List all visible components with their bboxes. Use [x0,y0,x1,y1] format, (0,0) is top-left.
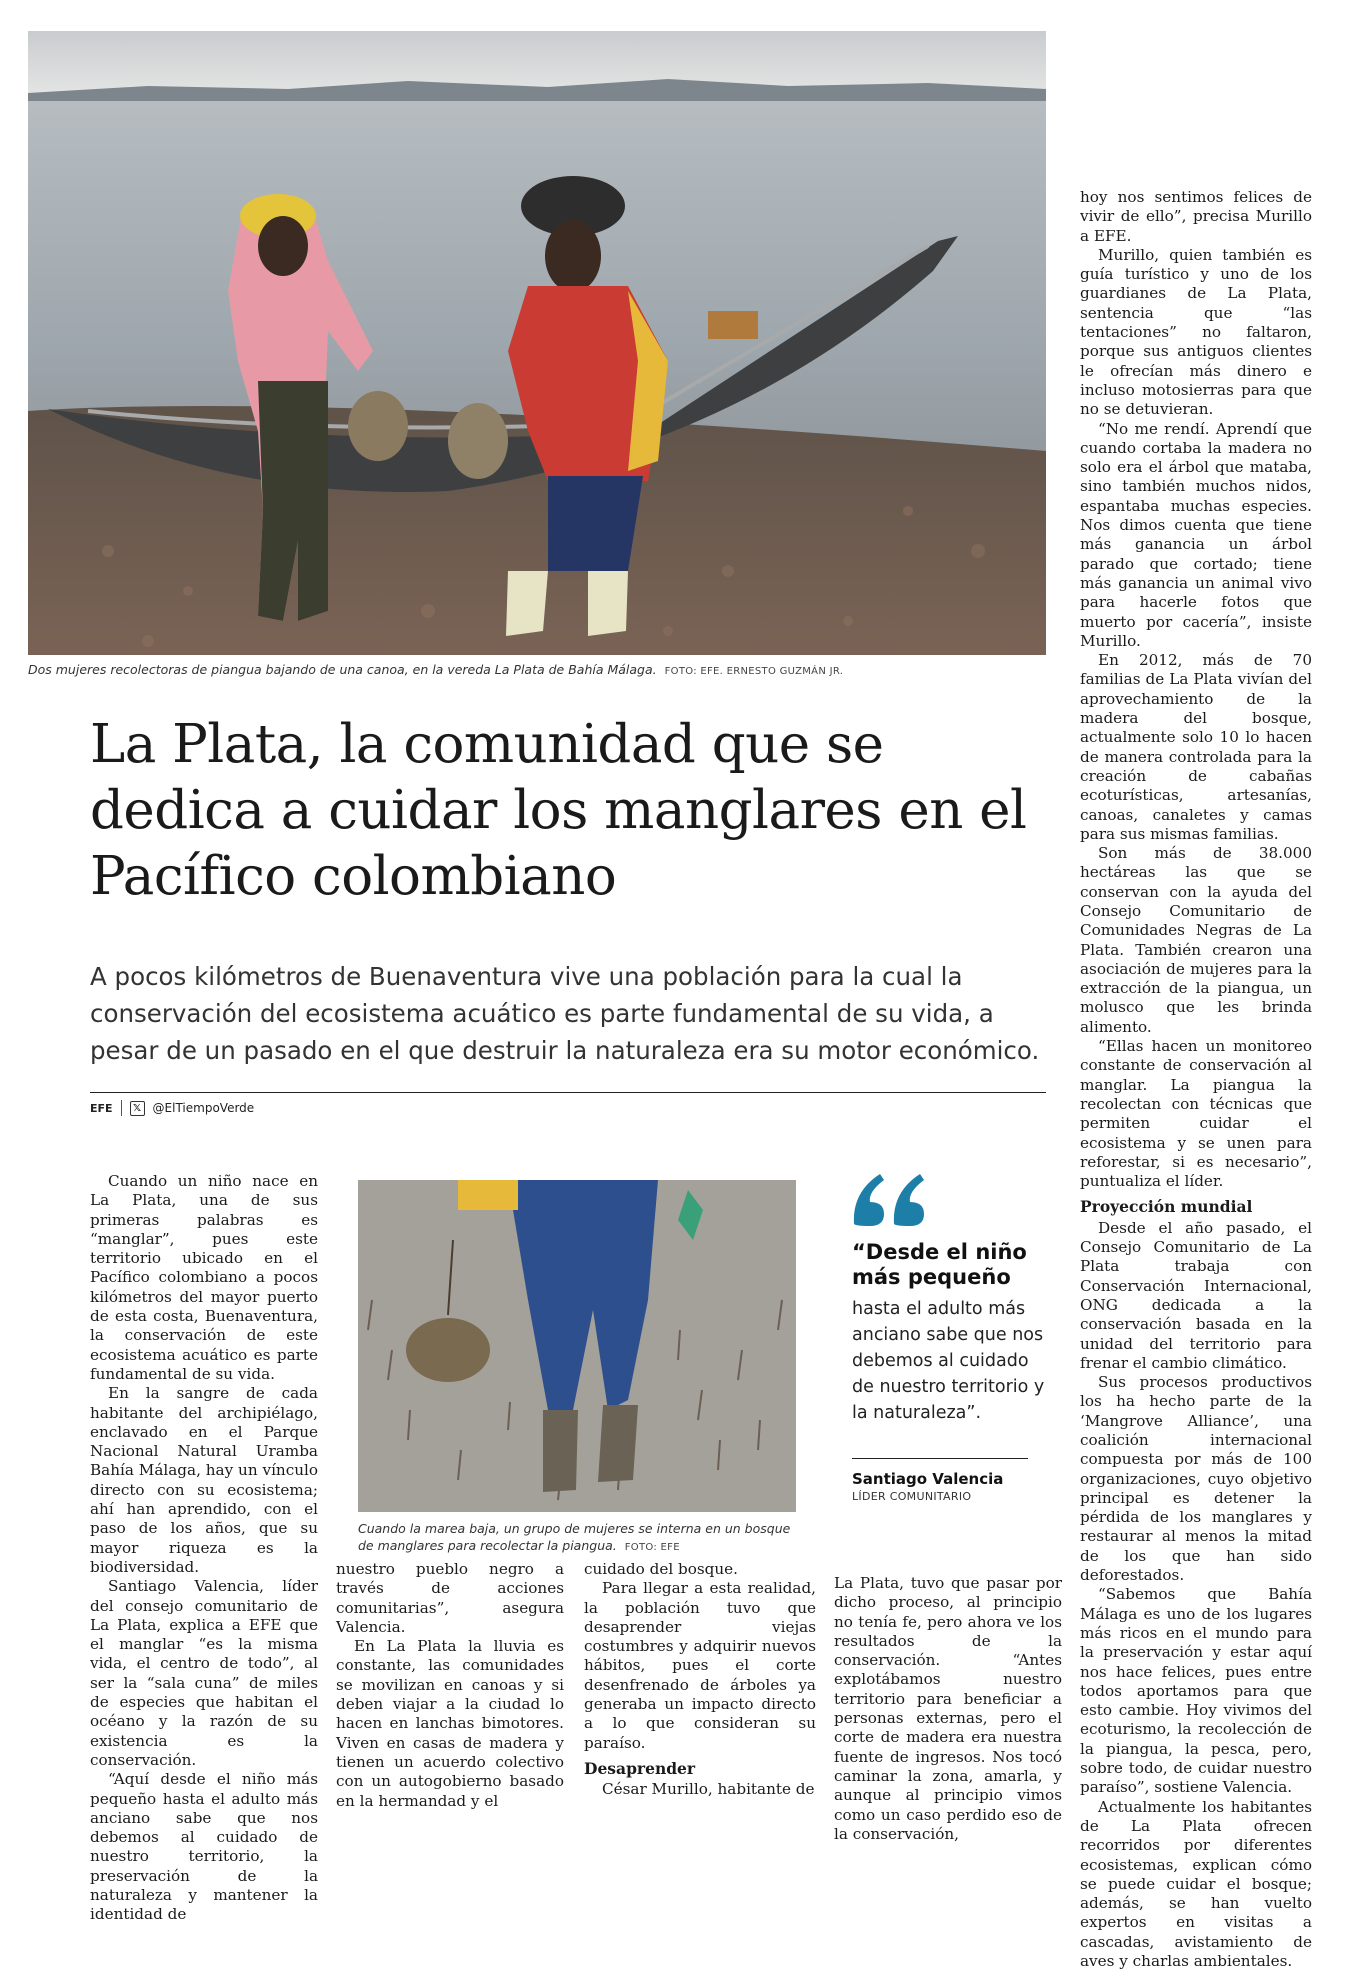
hero-photo [28,31,1046,655]
article-column-3 [584,1560,816,1800]
paragraph: En la sangre de cada habitante del archipiélago, enclavado en el Parque Nacional Natural Uramba Bahía Málaga, hay un vínculo directo con su ecosistema; ahí han aprendido, con el paso de los años, que su mayor riqueza es la biodiversidad. [90,1384,318,1576]
pull-quote-text: hasta el adulto más anciano sabe que nos debemos al cuidado de nuestro territorio y la naturaleza”. [852,1299,1045,1423]
hero-photo-credit: FOTO: EFE. ERNESTO GUZMÁN JR. [664,666,844,677]
x-logo-icon: 𝕏 [130,1101,145,1116]
paragraph: César Murillo, habitante de [602,1780,815,1799]
inset-photo-credit: FOTO: EFE [624,1542,680,1553]
pull-quote-lead: “Desde el niño más pequeño [852,1240,1027,1289]
byline [90,1100,254,1116]
paragraph: Desde el año pasado, el Consejo Comunitario de La Plata trabaja con Conservación Internacional, ONG dedicada a la conservación basada en la unidad del territorio para frenar el cambio climático. [1080,1218,1312,1372]
paragraph: “No me rendí. Aprendí que cuando cortaba la madera no solo era el árbol que mataba, sino también muchos nidos, espantaba muchas especies. Nos dimos cuenta que tiene más ganancia un árbol parado que cortado; tiene más ganancia un animal vivo para hacerle fotos que muerto por cacería”, insiste Murillo. [1080,419,1312,650]
section-heading-desaprender: Desaprender [584,1758,696,1778]
quote-mark-icon [850,1168,930,1228]
byline-separator [121,1100,122,1116]
byline-agency: EFE [90,1101,113,1115]
paragraph: “Sabemos que Bahía Málaga es uno de los lugares más ricos en el mundo para la preservación y estar aquí nos hace felices, pues entre todos aportamos para que esto cambie. Hoy vivimos del ecoturismo, la recolección de la piangua, la pesca, pero, sobre todo, de cuidar nuestro paraíso”, sostiene Valencia. [1080,1585,1312,1797]
paragraph: La Plata, tuvo que pasar por dicho proceso, al principio no tenía fe, pero ahora ve los resultados de la conservación. “Antes explotábamos nuestro territorio para beneficiar a personas externas, pero el corte de madera era nuestra fuente de ingresos. Nos tocó caminar la zona, amarla, y aunque al principio vimos como un caso perdido eso de la conservación, [834,1574,1062,1843]
paragraph: cuidado del bosque. [584,1560,738,1578]
article-headline: La Plata, la comunidad que se dedica a cuidar los manglares en el Pacífico colombiano [90,714,1027,907]
paragraph: Actualmente los habitantes de La Plata ofrecen recorridos por diferentes ecosistemas, explican cómo se puede cuidar el bosque; además, se han vuelto expertos en visitas a cascadas, avistamiento de aves y charlas ambientales. [1080,1797,1312,1971]
paragraph: hoy nos sentimos felices de vivir de ello”, precisa Murillo a EFE. [1080,188,1312,245]
inset-photo [358,1180,796,1512]
paragraph: Son más de 38.000 hectáreas las que se conservan con la ayuda del Consejo Comunitario de Comunidades Negras de La Plata. También crearon una asociación de mujeres para la extracción de la piangua, un molusco que les brinda alimento. [1080,844,1312,1036]
paragraph: “Ellas hacen un monitoreo constante de conservación al manglar. La piangua la recolectan con técnicas que permiten cuidar el ecosistema y se unen para reforestar, si es necesario”, puntualiza el líder. [1080,1037,1312,1191]
byline-rule [90,1092,1046,1093]
paragraph: nuestro pueblo negro a través de acciones comunitarias”, asegura Valencia. [336,1560,564,1636]
pull-quote-attribution-role: LÍDER COMUNITARIO [852,1490,972,1503]
pull-quote-attribution-name: Santiago Valencia [852,1470,1004,1488]
hero-caption [28,662,1046,677]
hero-caption-text: Dos mujeres recolectoras de piangua bajando de una canoa, en la vereda La Plata de Bahía Málaga. [28,662,657,677]
paragraph: Santiago Valencia, líder del consejo comunitario de La Plata, explica a EFE que el manglar “es la misma vida, el centro de todo”, al ser la “sala cuna” de miles de especies que habitan el océano y la razón de su existencia es la conservación. [90,1577,318,1769]
article-column-5 [1080,188,1312,1971]
inset-caption-text: Cuando la marea baja, un grupo de mujeres se interna en un bosque de manglares para recolectar la piangua. [358,1521,791,1553]
paragraph: En 2012, más de 70 familias de La Plata vivían del aprovechamiento de la madera del bosque, actualmente solo 10 lo hacen de manera controlada para la creación de cabañas ecoturísticas, artesanías, canoas, canaletes y camas para sus mismas familias. [1080,651,1312,843]
article-deck: A pocos kilómetros de Buenaventura vive una población para la cual la conservación del ecosistema acuático es parte fundamental de su vida, a pesar de un pasado en el que destruir la naturaleza era su motor económico. [90,962,1040,1065]
paragraph: En La Plata la lluvia es constante, las comunidades se movilizan en canoas y si deben viajar a la ciudad lo hacen en lanchas bimotores. Viven en casas de madera y tienen un acuerdo colectivo con un autogobierno basado en la hermandad y el [336,1637,564,1810]
paragraph: Sus procesos productivos los ha hecho parte de la ‘Mangrove Alliance’, una coalición internacional compuesta por más de 100 organizaciones, cuyo objetivo principal es detener la pérdida de los manglares y restaurar al menos la mitad de los que han sido deforestados. [1080,1373,1312,1585]
section-heading-proyeccion-mundial: Proyección mundial [1080,1197,1253,1217]
inset-caption [358,1520,796,1556]
paragraph: Murillo, quien también es guía turístico y uno de los guardianes de La Plata, sentencia que “las tentaciones” no faltaron, porque sus antiguos clientes le ofrecían más dinero e incluso motosierras para que no se detuvieran. [1080,245,1312,419]
pull-quote-rule [852,1458,1028,1459]
paragraph: “Aquí desde el niño más pequeño hasta el adulto más anciano sabe que nos debemos al cuidado de nuestro territorio, la preservación de la naturaleza y mantener la identidad de [90,1770,318,1924]
article-column-2 [336,1560,564,1811]
article-column-1 [90,1172,318,1925]
paragraph: Cuando un niño nace en La Plata, una de sus primeras palabras es “manglar”, pues este territorio ubicado en el Pacífico colombiano a pocos kilómetros del mayor puerto de esta costa, Buenaventura, la conservación de este ecosistema acuático es parte fundamental de su vida. [90,1172,318,1383]
byline-handle: @ElTiempoVerde [152,1101,255,1115]
article-column-4 [834,1574,1062,1844]
paragraph: Para llegar a esta realidad, la población tuvo que desaprender viejas costumbres y adquirir nuevos hábitos, pues el corte desenfrenado de árboles ya generaba un impacto directo a lo que consideran su paraíso. [584,1579,816,1752]
